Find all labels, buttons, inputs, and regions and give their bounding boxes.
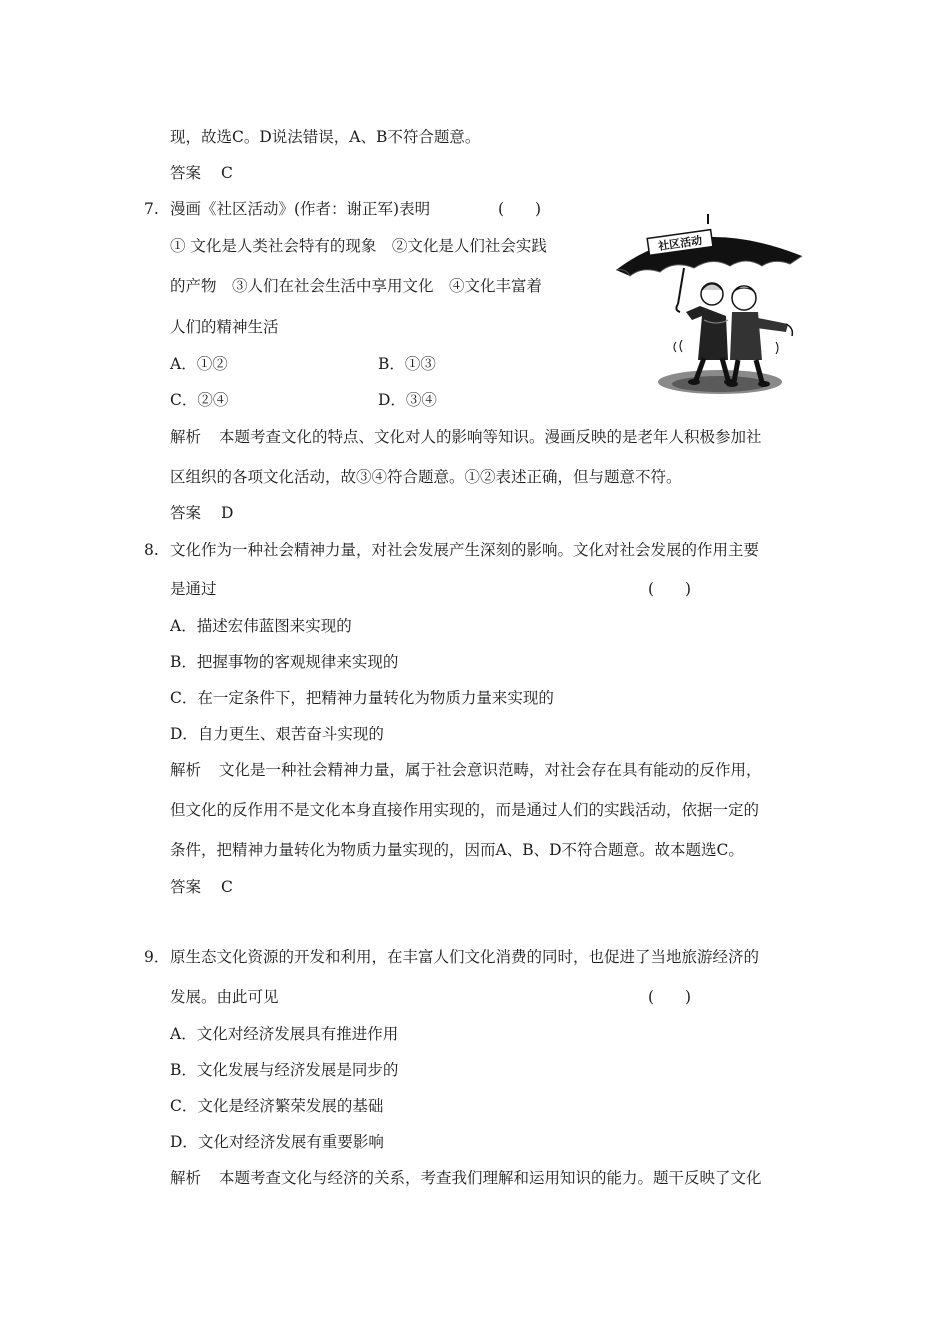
q7-statements-line2: 的产物 ③人们在社会生活中享用文化 ④文化丰富着 bbox=[170, 277, 543, 295]
answer-label: 答案 bbox=[170, 878, 202, 896]
q8-number: 8. bbox=[144, 541, 159, 559]
q8-analysis-line3: 条件，把精神力量转化为物质力量实现的，因而A、B、D不符合题意。故本题选C。 bbox=[170, 841, 744, 859]
q9-analysis-line1: 解析 本题考查文化与经济的关系，考查我们理解和运用知识的能力。题干反映了文化 bbox=[170, 1169, 762, 1187]
q8-stem-line1: 文化作为一种社会精神力量，对社会发展产生深刻的影响。文化对社会发展的作用主要 bbox=[170, 541, 760, 559]
q9-stem-line1: 原生态文化资源的开发和利用，在丰富人们文化消费的同时，也促进了当地旅游经济的 bbox=[170, 948, 760, 966]
cartoon-sign-text: 社区活动 bbox=[657, 233, 703, 253]
answer-label: 答案 bbox=[170, 164, 202, 182]
q9-option-c: C．文化是经济繁荣发展的基础 bbox=[170, 1097, 384, 1115]
q7-answer bbox=[170, 503, 233, 523]
q9-option-b: B．文化发展与经济发展是同步的 bbox=[170, 1061, 399, 1079]
q7-stem: 漫画《社区活动》(作者：谢正军)表明 bbox=[170, 200, 431, 218]
q8-option-d: D．自力更生、艰苦奋斗实现的 bbox=[170, 725, 384, 743]
community-activity-cartoon bbox=[612, 208, 812, 400]
answer-value: C bbox=[221, 878, 233, 896]
q7-analysis-line2: 区组织的各项文化活动，故③④符合题意。①②表述正确，但与题意不符。 bbox=[170, 468, 682, 486]
q9-option-a: A．文化对经济发展具有推进作用 bbox=[170, 1025, 399, 1043]
q8-answer bbox=[170, 877, 233, 897]
q8-option-c: C．在一定条件下，把精神力量转化为物质力量来实现的 bbox=[170, 689, 554, 707]
q7-option-c: C．②④ bbox=[170, 391, 229, 409]
analysis-label: 解析 bbox=[170, 1169, 202, 1187]
q8-analysis-line1: 解析 文化是一种社会精神力量，属于社会意识范畴，对社会存在具有能动的反作用， bbox=[170, 761, 762, 779]
q7-statements-line1: ① 文化是人类社会特有的现象 ②文化是人们社会实践 bbox=[170, 237, 547, 255]
q8-stem-line2: 是通过 bbox=[170, 580, 217, 598]
q9-answer-blank: ( ) bbox=[648, 988, 692, 1006]
analysis-label: 解析 bbox=[170, 761, 202, 779]
q7-statements-line3: 人们的精神生活 bbox=[170, 318, 279, 336]
analysis-label: 解析 bbox=[170, 428, 202, 446]
q7-option-b: B．①③ bbox=[378, 355, 436, 373]
q8-analysis-line2: 但文化的反作用不是文化本身直接作用实现的，而是通过人们的实践活动，依据一定的 bbox=[170, 801, 760, 819]
q8-option-a: A．描述宏伟蓝图来实现的 bbox=[170, 617, 352, 635]
q8-answer-blank: ( ) bbox=[648, 580, 692, 598]
q9-stem-line2: 发展。由此可见 bbox=[170, 988, 279, 1006]
q8-option-b: B．把握事物的客观规律来实现的 bbox=[170, 653, 399, 671]
q7-analysis-line1: 解析 本题考查文化的特点、文化对人的影响等知识。漫画反映的是老年人积极参加社 bbox=[170, 428, 762, 446]
answer-value: C bbox=[221, 164, 233, 182]
q7-answer-blank: ( ) bbox=[498, 200, 542, 218]
prev-analysis-tail: 现，故选C。D说法错误，A、B不符合题意。 bbox=[170, 128, 481, 146]
q7-option-d: D．③④ bbox=[378, 391, 437, 409]
answer-value: D bbox=[221, 504, 234, 522]
answer-label: 答案 bbox=[170, 504, 202, 522]
q9-option-d: D．文化对经济发展有重要影响 bbox=[170, 1133, 384, 1151]
q7-option-a: A．①② bbox=[170, 355, 228, 373]
q7-number: 7. bbox=[144, 200, 159, 218]
q9-number: 9． bbox=[144, 948, 170, 966]
prev-answer bbox=[170, 163, 233, 183]
